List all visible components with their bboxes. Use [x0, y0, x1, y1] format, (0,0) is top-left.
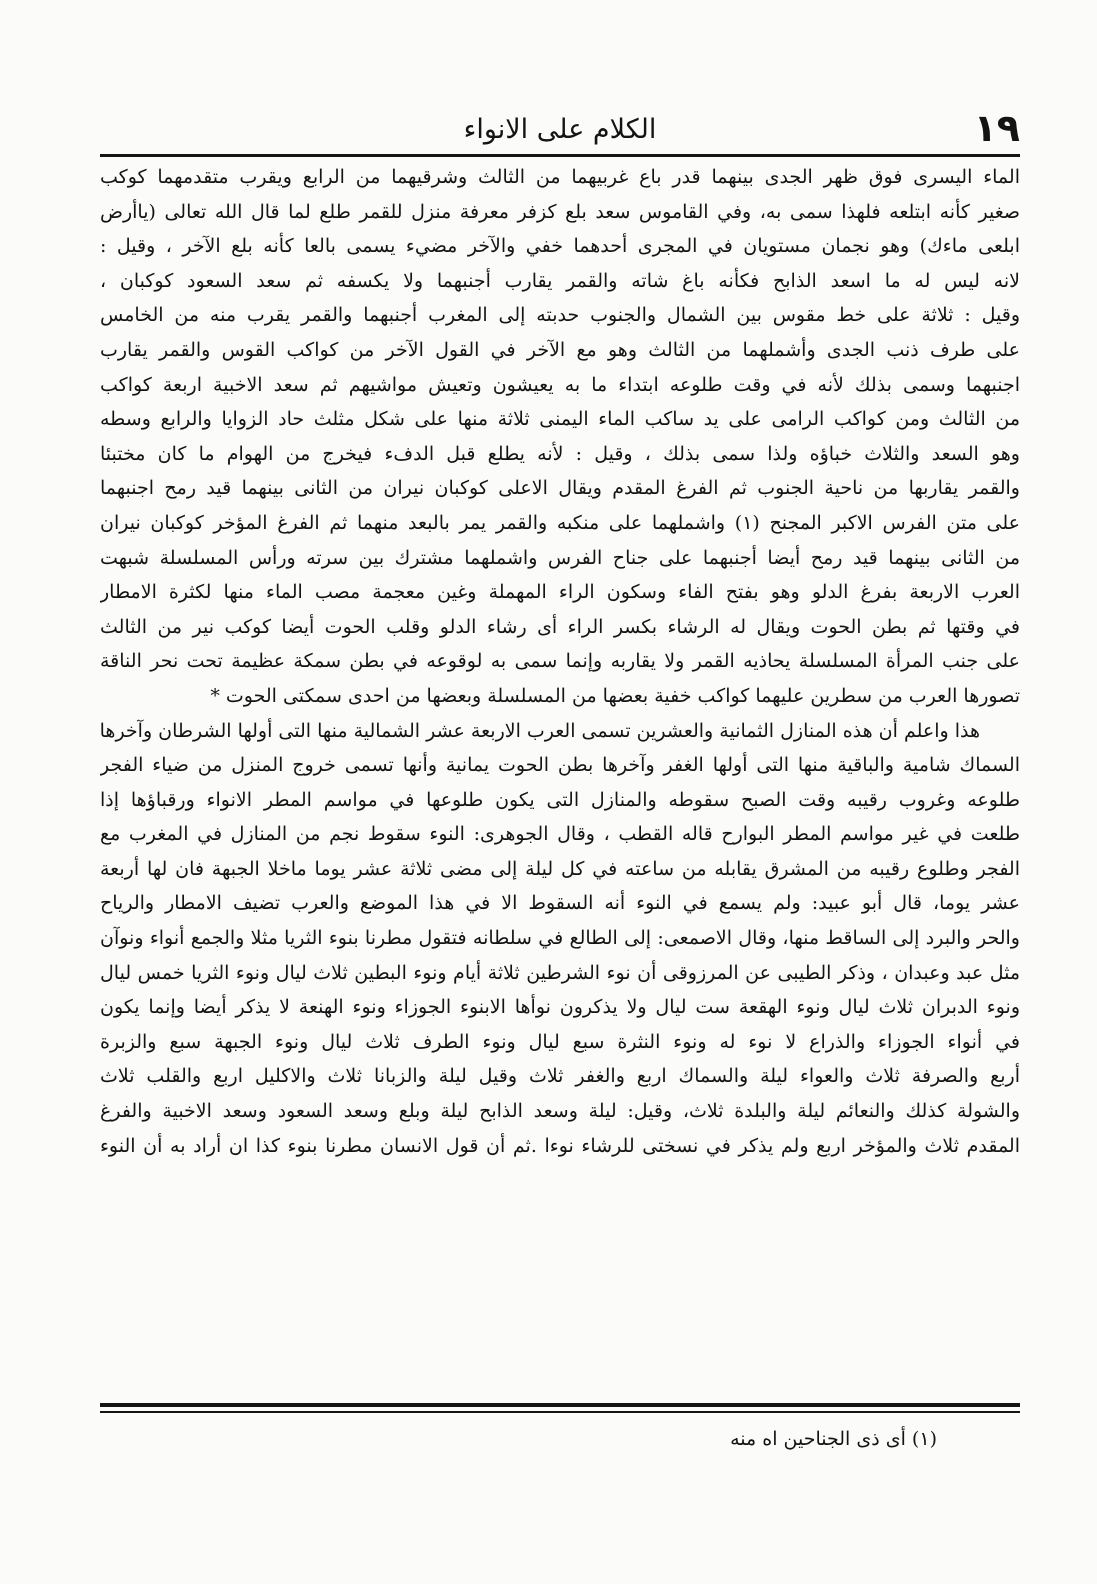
header-rule — [100, 154, 1020, 157]
text-line: لانه ليس له ما اسعد الذابح فكأنه باغ شاته والقمر يقارب أجنبهما ولا يكسفه ثم سعد السعود كوكبان ، — [100, 269, 1020, 292]
text-line: طلوعه وغروب رقيبه وقت الصبح سقوطه والمنازل التى يكون طلوعها في مواسم المطر الانواء ورقباؤها إذا — [100, 788, 1020, 811]
footnote: (١) أى ذى الجناحين اه منه — [730, 1428, 937, 1450]
footnote-rule-thin — [100, 1411, 1020, 1413]
text-line: الفجر وطلوع رقيبه من المشرق يقابله من ساعته في كل ليلة إلى مضى ثلاثة عشر يوما ماخلا الجبهة فان لها أربعة — [100, 857, 1020, 880]
text-line: طلعت في غير مواسم المطر البوارح قاله القطب ، وقال الجوهرى: النوء سقوط نجم من المنازل في المغرب مع — [100, 823, 1020, 846]
text-line: على طرف ذنب الجدى وأشملهما من الثالث وهو مع الآخر في القول الآخر من كواكب القوس والقمر يقارب — [100, 338, 1020, 361]
text-line: مثل عبد وعبدان ، وذكر الطيبى عن المرزوقى أن نوء الشرطين ثلاثة أيام ونوء البطين ثلاث ليال ونوء الثريا خمس ليال — [100, 961, 1020, 984]
text-line: ابلعى ماءك) وهو نجمان مستويان في المجرى أحدهما خفي والآخر مضيء يسمى بالعا كأنه بلع الآخر ، وقيل : — [100, 235, 1020, 258]
text-line: العرب الاربعة بفرغ الدلو وهو بفتح الفاء وسكون الراء المهملة وغين معجمة مصب الماء منها لكثرة الامطار — [100, 581, 1020, 604]
text-line: اجنبهما وسمى بذلك لأنه في وقت طلوعه ابتداء ما به يعيشون وتعيش مواشيهم ثم سعد الاخبية اربعة كواكب — [100, 373, 1020, 396]
text-line: صغير كأنه ابتلعه فلهذا سمى به، وفي القاموس سعد بلع كزفر معرفة منزل للقمر طلع لما قال الله تعالى (ياأرض — [100, 200, 1020, 223]
text-line: والقمر يقاربها من ناحية الجنوب ثم الفرغ المقدم ويقال الاعلى كوكبان نيران من الثانى بينهما قيد رمح اجنبهما — [100, 477, 1020, 500]
text-line: على جنب المرأة المسلسلة يحاذيه القمر ولا يقاربه وإنما سمى به لوقوعه في بطن سمكة عظيمة تحت نحر الناقة — [100, 650, 1020, 673]
text-line: من الثالث ومن كواكب الرامى على يد ساكب الماء اليمنى ثلاثة منها على شكل مثلث حاد الزوايا والرابع وسطه — [100, 408, 1020, 431]
page-number: ١٩ — [973, 106, 1020, 150]
running-head: الكلام على الانواء — [463, 114, 657, 145]
text-line: تصورها العرب من سطرين عليهما كواكب خفية بعضها من المسلسلة وبعضها من احدى سمكتى الحوت * — [210, 684, 1020, 707]
text-line: وهو السعد والثلاث خباؤه ولذا سمى بذلك ، وقيل : لأنه يطلع قبل الدفء فيخرج من الهوام ما كان مختبئا — [100, 442, 1020, 465]
text-line: المقدم ثلاث والمؤخر اربع ولم يذكر في نسختى للرشاء نوءا .ثم أن قول الانسان مطرنا بنوء كذا ان أراد به أن النوء — [100, 1134, 1020, 1157]
body-text — [100, 160, 1020, 1163]
text-line: وقيل : ثلاثة على خط مقوس بين الشمال والجنوب حدبته إلى المغرب أجنبهما والقمر يقرب منه من الخامس — [100, 304, 1020, 327]
text-line: الماء اليسرى فوق ظهر الجدى بينهما قدر باع غربيهما من الثالث وشرقيهما من الرابع ويقرب متقدمهما كوكب — [100, 166, 1020, 188]
text-line: السماك شامية والباقية منها التى أولها الغفر وآخرها بطن الحوت يمانية وأنها تسمى خروج المنزل من ضياء الفجر — [100, 754, 1020, 777]
text-line: عشر يوما، قال أبو عبيد: ولم يسمع في النوء أنه السقوط الا في هذا الموضع والعرب تضيف الامطار والرياح — [100, 892, 1020, 915]
text-line: في وقتها ثم بطن الحوت ويقال له الرشاء بكسر الراء أى رشاء الدلو وقلب الحوت أيضا كوكب نير من الثالث — [100, 615, 1020, 638]
text-line: ونوء الدبران ثلاث ليال ونوء الهقعة ست ليال ولا يذكرون نوأها الابنوء الجوزاء ونوء الهنعة لا يذكر أيضا وإنما يكون — [100, 996, 1020, 1019]
text-line: من الثانى بينهما قيد رمح أيضا أجنبهما على جناح الفرس واشملهما مشترك بين سرته ورأس المسلسلة شبهت — [100, 546, 1020, 569]
text-line: والحر والبرد إلى الساقط منها، وقال الاصمعى: إلى الطالع في سلطانه فتقول مطرنا بنوء الثريا مثلا والجمع أنواء ونوآن — [100, 927, 1020, 950]
text-line: أربع والصرفة ثلاث والعواء ليلة والسماك اربع والغفر ثلاث وقيل ليلة والزبانا ثلاث والاكليل اربع والقلب ثلاث — [100, 1065, 1020, 1088]
text-line: والشولة كذلك والنعائم ليلة والبلدة ثلاث، وقيل: ليلة وسعد الذابح ليلة وبلع وسعد السعود وسعد الاخبية والفرغ — [100, 1100, 1020, 1123]
text-line: على متن الفرس الاكبر المجنح (١) واشملهما على منكبه والقمر يمر بالبعد منهما ثم الفرغ المؤخر كوكبان نيران — [100, 511, 1020, 534]
footnote-rule-thick — [100, 1403, 1020, 1407]
text-line: في أنواء الجوزاء والذراع لا نوء له ونوء النثرة سبع ليال ونوء الطرف ثلاث ليال ونوء الجبهة سبع والزبرة — [100, 1030, 1020, 1053]
text-line: هذا واعلم أن هذه المنازل الثمانية والعشرين تسمى العرب الاربعة عشر الشمالية منها التى أولها الشرطان وآخرها — [100, 719, 980, 742]
page-header — [100, 104, 1020, 152]
